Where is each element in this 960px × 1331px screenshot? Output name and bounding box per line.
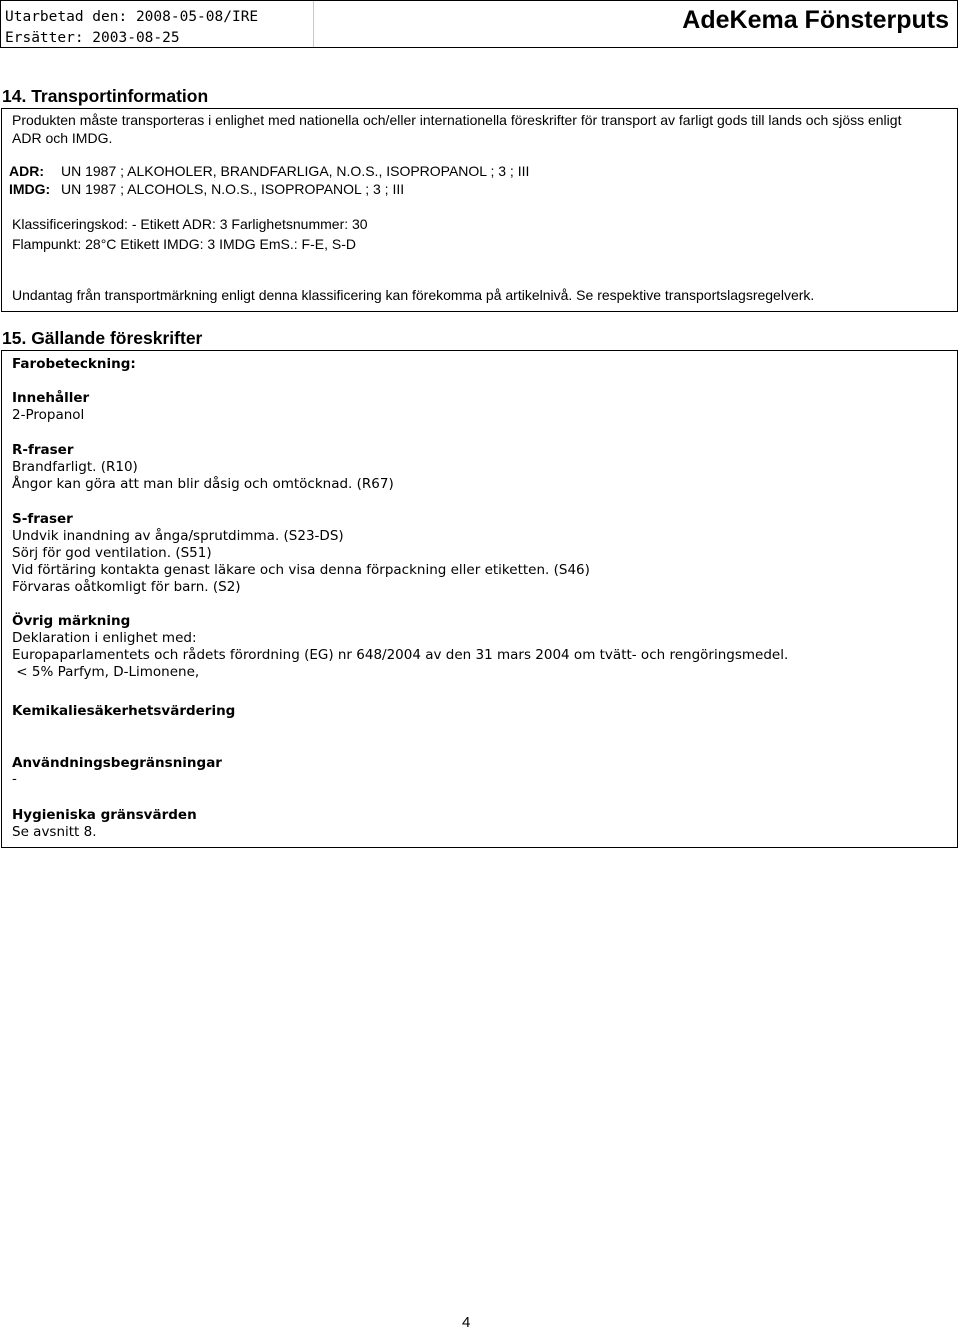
section-14-box bbox=[1, 108, 958, 312]
r-phrase-2: Ångor kan göra att man blir dåsig och omtöcknad. (R67) bbox=[12, 476, 394, 492]
chemical-safety-assessment-label: Kemikaliesäkerhetsvärdering bbox=[12, 703, 236, 719]
adr-label: ADR: bbox=[9, 163, 44, 179]
contains-value: 2-Propanol bbox=[12, 407, 85, 423]
hygiene-limits-value: Se avsnitt 8. bbox=[12, 824, 97, 840]
r-phrase-1: Brandfarligt. (R10) bbox=[12, 459, 138, 475]
document-header bbox=[0, 0, 958, 48]
s-phrase-2: Sörj för god ventilation. (S51) bbox=[12, 545, 212, 561]
flashpoint-line: Flampunkt: 28°C Etikett IMDG: 3 IMDG EmS.: F-E, S-D bbox=[12, 236, 356, 252]
revision-date: Utarbetad den: 2008-05-08/IRE bbox=[5, 9, 259, 25]
use-restrictions-label: Användningsbegränsningar bbox=[12, 755, 222, 771]
other-marking-line1: Deklaration i enlighet med: bbox=[12, 630, 197, 646]
exception-note: Undantag från transportmärkning enligt denna klassificering kan förekomma på artikelnivå. Se respektive transportslagsregelverk. bbox=[12, 287, 815, 303]
s-phrase-3: Vid förtäring kontakta genast läkare och visa denna förpackning eller etiketten. (S46) bbox=[12, 562, 590, 578]
classification-line: Klassificeringskod: - Etikett ADR: 3 Farlighetsnummer: 30 bbox=[12, 216, 368, 232]
section-15-box bbox=[1, 350, 958, 848]
header-meta bbox=[5, 7, 258, 49]
imdg-value: UN 1987 ; ALCOHOLS, N.O.S., ISOPROPANOL ; 3 ; III bbox=[61, 181, 405, 197]
hazard-label: Farobeteckning: bbox=[12, 356, 136, 372]
other-marking-line3: < 5% Parfym, D-Limonene, bbox=[12, 664, 200, 680]
page-number: 4 bbox=[462, 1314, 471, 1331]
section-14-title: 14. Transportinformation bbox=[2, 86, 209, 106]
other-marking-label: Övrig märkning bbox=[12, 613, 131, 629]
s-phrases-label: S-fraser bbox=[12, 511, 73, 527]
imdg-label: IMDG: bbox=[9, 181, 51, 197]
section-15-title: 15. Gällande föreskrifter bbox=[2, 328, 203, 348]
replaces-date: Ersätter: 2003-08-25 bbox=[5, 30, 180, 46]
other-marking-line2: Europaparlamentets och rådets förordning (EG) nr 648/2004 av den 31 mars 2004 om tvätt- och rengöringsmedel. bbox=[12, 647, 789, 663]
product-name: AdeKema Fönsterputs bbox=[682, 6, 949, 34]
s-phrase-4: Förvaras oåtkomligt för barn. (S2) bbox=[12, 579, 241, 595]
transport-intro-line1: Produkten måste transporteras i enlighet med nationella och/eller internationella föreskrifter för transport av farligt gods till lands och sjöss enligt bbox=[12, 112, 902, 128]
use-restrictions-value: - bbox=[12, 771, 17, 787]
contains-label: Innehåller bbox=[12, 390, 90, 406]
adr-value: UN 1987 ; ALKOHOLER, BRANDFARLIGA, N.O.S., ISOPROPANOL ; 3 ; III bbox=[61, 163, 530, 179]
header-divider bbox=[313, 1, 314, 47]
s-phrase-1: Undvik inandning av ånga/sprutdimma. (S23-DS) bbox=[12, 528, 344, 544]
hygiene-limits-label: Hygieniska gränsvärden bbox=[12, 807, 197, 823]
r-phrases-label: R-fraser bbox=[12, 442, 74, 458]
transport-intro-line2: ADR och IMDG. bbox=[12, 130, 113, 146]
